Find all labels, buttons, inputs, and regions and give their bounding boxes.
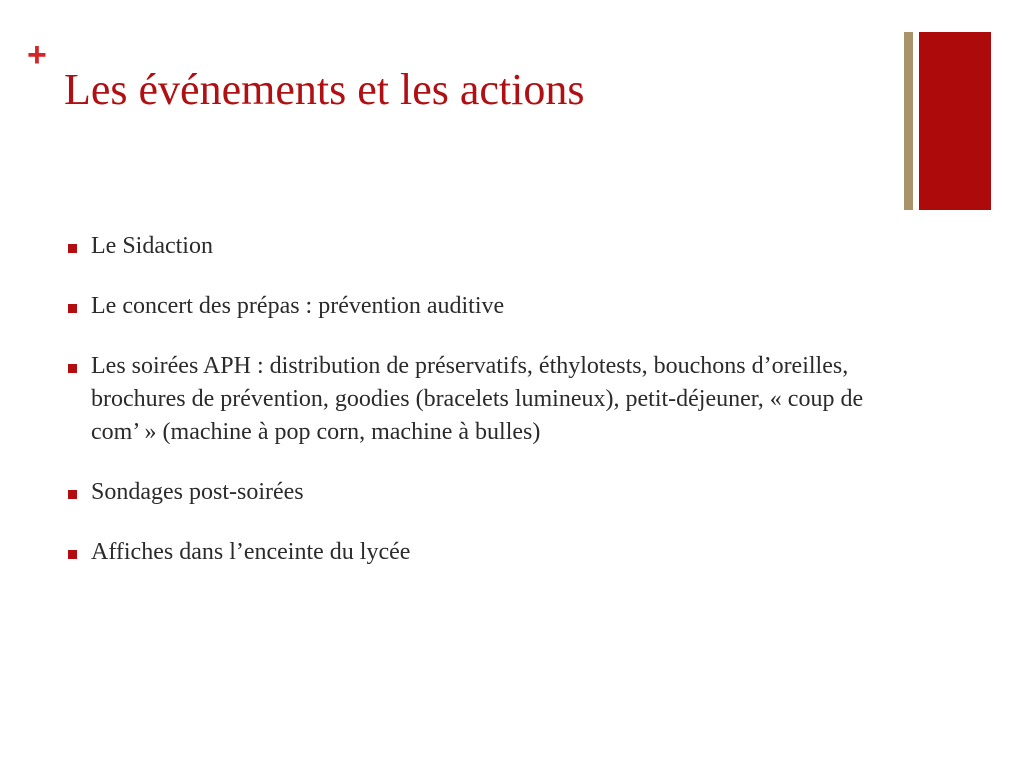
bullet-text: Le concert des prépas : prévention auditive <box>91 293 505 319</box>
list-item <box>68 350 868 449</box>
list-item <box>68 476 868 509</box>
bullet-text: Sondages post-soirées <box>91 479 304 505</box>
square-bullet-icon <box>68 304 77 313</box>
list-item <box>68 230 868 263</box>
square-bullet-icon <box>68 550 77 559</box>
bullet-text: Les soirées APH : distribution de préservatifs, éthylotests, bouchons d’oreilles, brochures de prévention, goodies (bracelets lumineux), petit-déjeuner, « coup de com’ » (machine à pop corn, machine à bulles) <box>91 353 864 445</box>
list-item <box>68 536 868 569</box>
bullet-list <box>68 230 868 596</box>
square-bullet-icon <box>68 364 77 373</box>
decorative-tan-bar <box>904 32 913 210</box>
square-bullet-icon <box>68 244 77 253</box>
bullet-text: Le Sidaction <box>91 233 213 259</box>
list-item <box>68 290 868 323</box>
slide-title: Les événements et les actions <box>64 65 585 114</box>
bullet-text: Affiches dans l’enceinte du lycée <box>91 539 411 565</box>
decorative-red-block <box>919 32 991 210</box>
plus-logo-icon: + <box>27 36 47 74</box>
square-bullet-icon <box>68 490 77 499</box>
